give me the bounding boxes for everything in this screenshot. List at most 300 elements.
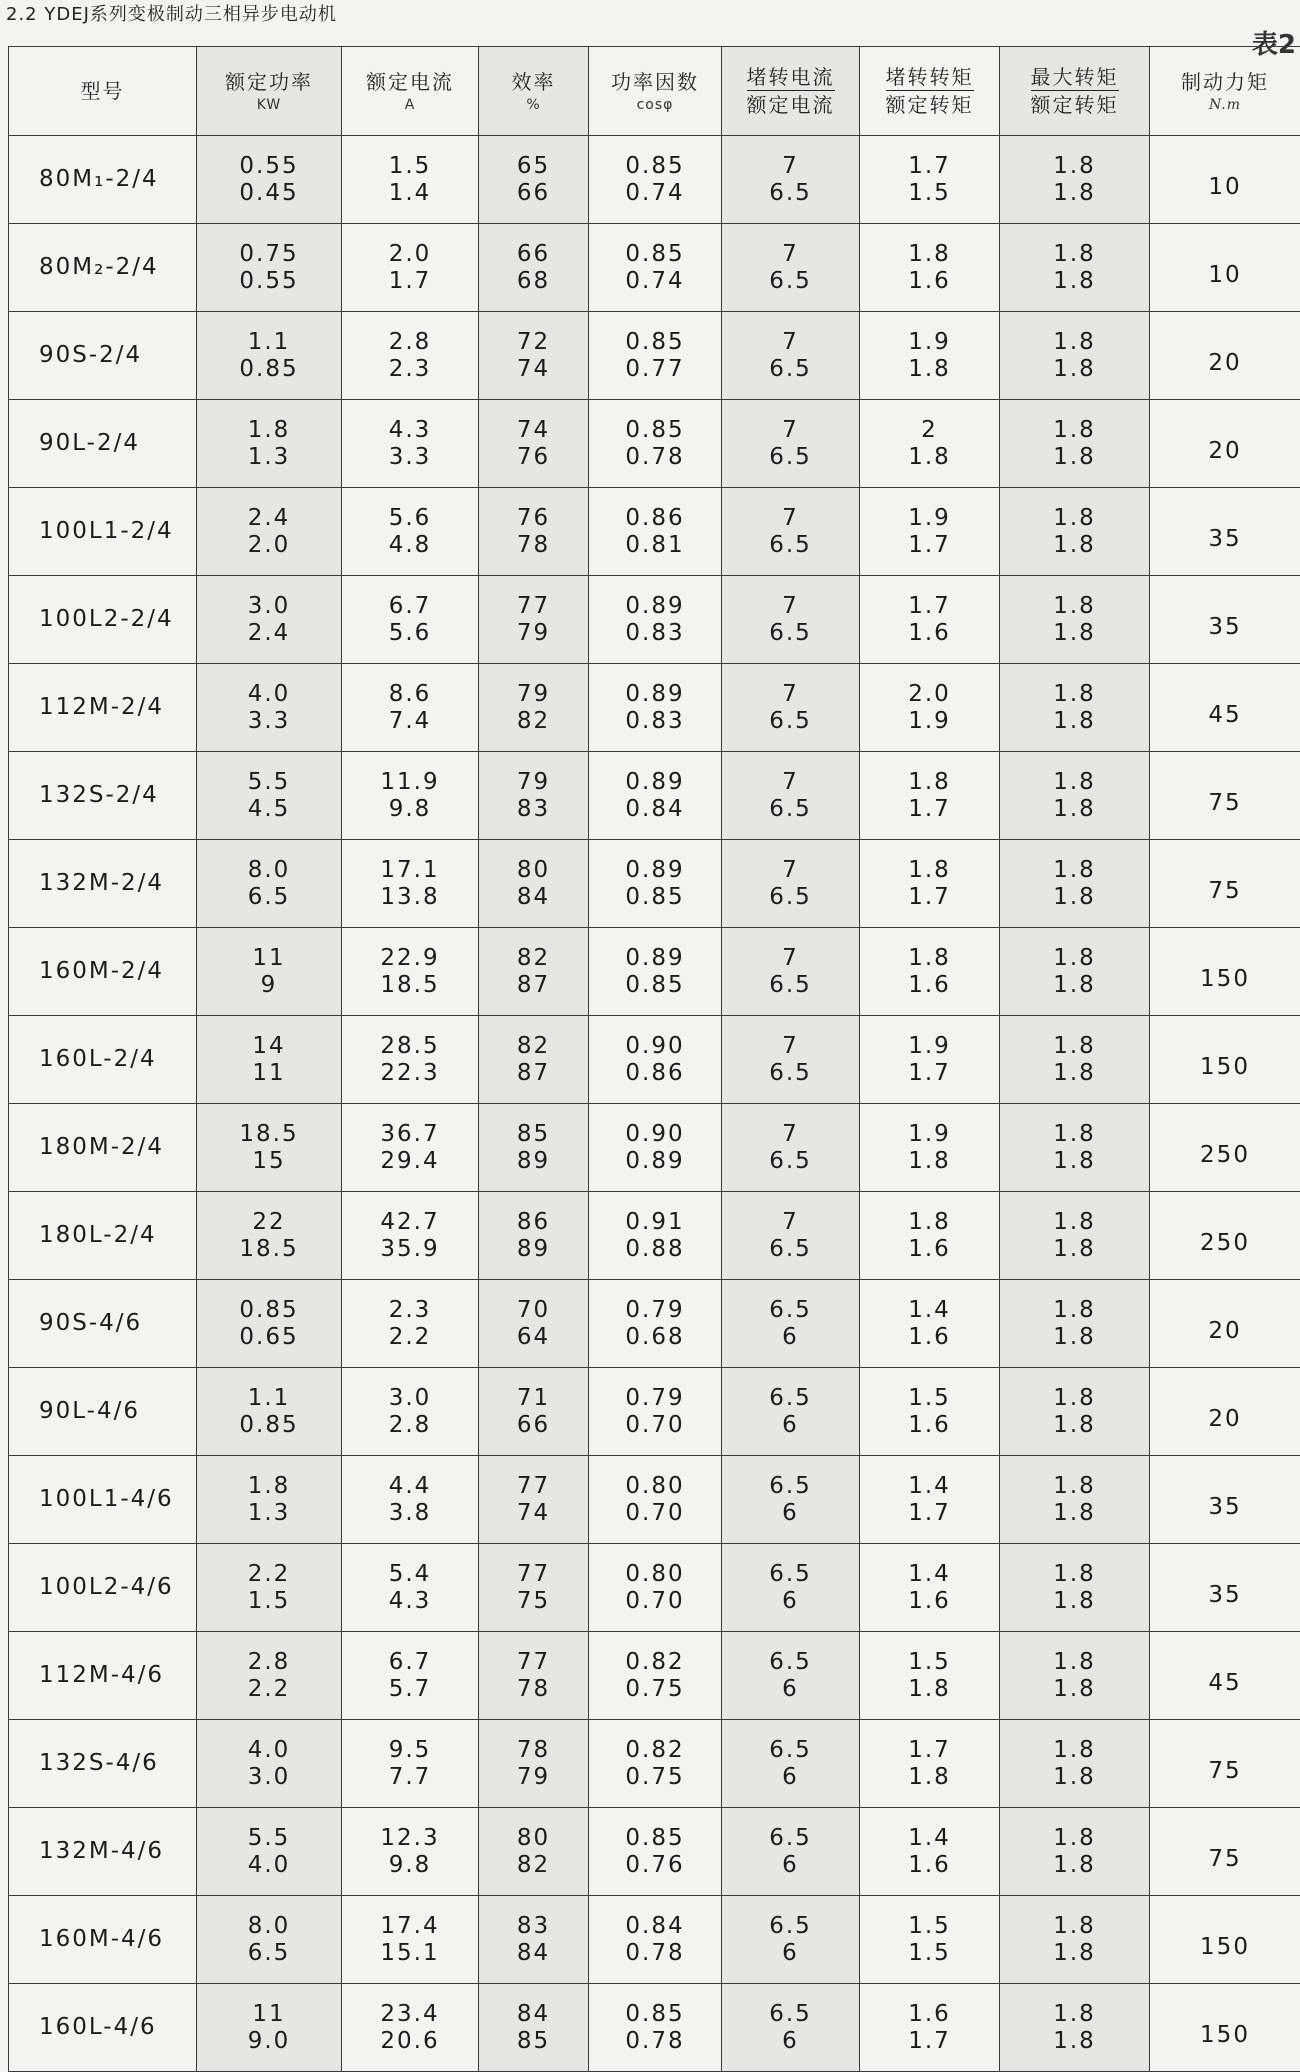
cell-current-low-speed: 2.8	[342, 1412, 478, 1439]
cell-efficiency	[479, 1544, 589, 1632]
cell-brake-torque: 75	[1150, 840, 1300, 928]
cell-locked-current-ratio-low-speed: 6	[722, 1676, 859, 1703]
cell-locked-current-ratio-low-speed: 6.5	[722, 620, 859, 647]
cell-power-factor-high-speed: 0.85	[589, 329, 721, 356]
cell-power-factor-low-speed: 0.75	[589, 1764, 721, 1791]
cell-current-high-speed: 8.6	[342, 681, 478, 708]
cell-locked-torque-ratio-high-speed: 1.7	[860, 593, 999, 620]
cell-efficiency	[479, 576, 589, 664]
cell-power-factor-high-speed: 0.80	[589, 1473, 721, 1500]
cell-model: 132M-2/4	[9, 840, 197, 928]
cell-locked-torque-ratio-low-speed: 1.8	[860, 1148, 999, 1175]
cell-locked-torque-ratio-high-speed: 1.9	[860, 505, 999, 532]
cell-current-high-speed: 2.0	[342, 241, 478, 268]
cell-efficiency-low-speed: 74	[479, 356, 588, 383]
cell-locked-current-ratio	[722, 1280, 860, 1368]
header-brake-torque: 制动力矩 N.m	[1150, 47, 1300, 136]
cell-power-factor	[589, 1720, 722, 1808]
cell-efficiency	[479, 664, 589, 752]
cell-max-torque-ratio-low-speed: 1.8	[1000, 796, 1149, 823]
cell-brake-torque: 75	[1150, 752, 1300, 840]
cell-power-low-speed: 4.0	[197, 1852, 341, 1879]
cell-power-factor-high-speed: 0.89	[589, 769, 721, 796]
table-row	[9, 1280, 1300, 1368]
cell-model: 160L-4/6	[9, 1984, 197, 2072]
cell-power-factor-high-speed: 0.85	[589, 417, 721, 444]
cell-locked-torque-ratio-high-speed: 1.4	[860, 1561, 999, 1588]
table-row	[9, 1192, 1300, 1280]
cell-current-low-speed: 5.6	[342, 620, 478, 647]
cell-current-low-speed: 18.5	[342, 972, 478, 999]
cell-current	[342, 1192, 479, 1280]
cell-power-factor-high-speed: 0.89	[589, 857, 721, 884]
cell-current-high-speed: 5.6	[342, 505, 478, 532]
cell-current-high-speed: 42.7	[342, 1209, 478, 1236]
cell-current-low-speed: 22.3	[342, 1060, 478, 1087]
cell-max-torque-ratio	[1000, 1280, 1150, 1368]
cell-current-high-speed: 2.3	[342, 1297, 478, 1324]
cell-power-high-speed: 0.55	[197, 153, 341, 180]
cell-power-factor-low-speed: 0.74	[589, 268, 721, 295]
cell-locked-current-ratio-low-speed: 6.5	[722, 884, 859, 911]
cell-power-factor	[589, 752, 722, 840]
cell-locked-current-ratio-low-speed: 6	[722, 1764, 859, 1791]
cell-max-torque-ratio-high-speed: 1.8	[1000, 1561, 1149, 1588]
table-header-row	[9, 47, 1300, 136]
header-max-torque-ratio: 最大转矩 额定转矩	[1000, 47, 1150, 136]
cell-max-torque-ratio-low-speed: 1.8	[1000, 1236, 1149, 1263]
cell-current-low-speed: 15.1	[342, 1940, 478, 1967]
cell-locked-current-ratio-high-speed: 7	[722, 329, 859, 356]
cell-efficiency-low-speed: 66	[479, 180, 588, 207]
cell-power-low-speed: 6.5	[197, 1940, 341, 1967]
cell-current	[342, 1984, 479, 2072]
table-row	[9, 1808, 1300, 1896]
cell-power-factor	[589, 840, 722, 928]
cell-power-low-speed: 11	[197, 1060, 341, 1087]
cell-model: 90S-2/4	[9, 312, 197, 400]
cell-power-factor	[589, 1984, 722, 2072]
cell-current	[342, 840, 479, 928]
cell-model: 100L1-2/4	[9, 488, 197, 576]
cell-current	[342, 752, 479, 840]
cell-power-factor	[589, 1368, 722, 1456]
cell-efficiency	[479, 840, 589, 928]
cell-max-torque-ratio-high-speed: 1.8	[1000, 1473, 1149, 1500]
cell-efficiency-low-speed: 82	[479, 708, 588, 735]
cell-locked-torque-ratio-high-speed: 1.5	[860, 1385, 999, 1412]
cell-power-factor-low-speed: 0.78	[589, 1940, 721, 1967]
cell-locked-torque-ratio-low-speed: 1.8	[860, 1764, 999, 1791]
cell-locked-current-ratio-high-speed: 7	[722, 153, 859, 180]
table-row	[9, 928, 1300, 1016]
cell-current	[342, 1632, 479, 1720]
table-row	[9, 1720, 1300, 1808]
cell-efficiency-high-speed: 77	[479, 1561, 588, 1588]
cell-current	[342, 1808, 479, 1896]
cell-max-torque-ratio	[1000, 840, 1150, 928]
cell-power-factor	[589, 136, 722, 224]
cell-locked-torque-ratio-low-speed: 1.6	[860, 1412, 999, 1439]
cell-max-torque-ratio	[1000, 312, 1150, 400]
cell-power	[197, 576, 342, 664]
cell-max-torque-ratio-high-speed: 1.8	[1000, 593, 1149, 620]
cell-brake-torque: 150	[1150, 1016, 1300, 1104]
cell-current-low-speed: 9.8	[342, 796, 478, 823]
cell-max-torque-ratio-high-speed: 1.8	[1000, 1649, 1149, 1676]
cell-locked-current-ratio	[722, 664, 860, 752]
table-row	[9, 664, 1300, 752]
cell-power-factor-high-speed: 0.85	[589, 153, 721, 180]
cell-efficiency-high-speed: 66	[479, 241, 588, 268]
cell-locked-current-ratio-high-speed: 7	[722, 241, 859, 268]
cell-max-torque-ratio-low-speed: 1.8	[1000, 1500, 1149, 1527]
cell-locked-current-ratio-high-speed: 7	[722, 769, 859, 796]
cell-current	[342, 576, 479, 664]
cell-locked-torque-ratio-low-speed: 1.7	[860, 884, 999, 911]
cell-power-low-speed: 18.5	[197, 1236, 341, 1263]
cell-current-high-speed: 6.7	[342, 1649, 478, 1676]
cell-locked-current-ratio	[722, 1192, 860, 1280]
cell-current	[342, 1280, 479, 1368]
cell-efficiency-high-speed: 86	[479, 1209, 588, 1236]
cell-locked-torque-ratio-high-speed: 1.9	[860, 329, 999, 356]
cell-locked-torque-ratio-high-speed: 1.4	[860, 1825, 999, 1852]
cell-efficiency-low-speed: 87	[479, 972, 588, 999]
cell-max-torque-ratio-high-speed: 1.8	[1000, 2001, 1149, 2028]
cell-power-factor-high-speed: 0.86	[589, 505, 721, 532]
cell-power-factor-low-speed: 0.77	[589, 356, 721, 383]
cell-efficiency-low-speed: 75	[479, 1588, 588, 1615]
cell-efficiency-low-speed: 89	[479, 1236, 588, 1263]
cell-power-factor-high-speed: 0.91	[589, 1209, 721, 1236]
cell-brake-torque: 250	[1150, 1192, 1300, 1280]
cell-efficiency	[479, 1896, 589, 1984]
cell-efficiency-high-speed: 84	[479, 2001, 588, 2028]
cell-brake-torque: 20	[1150, 400, 1300, 488]
cell-locked-torque-ratio	[860, 1368, 1000, 1456]
cell-current-high-speed: 4.4	[342, 1473, 478, 1500]
cell-efficiency	[479, 488, 589, 576]
cell-locked-current-ratio-low-speed: 6.5	[722, 356, 859, 383]
cell-brake-torque: 250	[1150, 1104, 1300, 1192]
cell-efficiency	[479, 136, 589, 224]
cell-locked-torque-ratio	[860, 1456, 1000, 1544]
cell-power-factor-high-speed: 0.82	[589, 1737, 721, 1764]
cell-power-factor-high-speed: 0.80	[589, 1561, 721, 1588]
cell-power-high-speed: 5.5	[197, 1825, 341, 1852]
cell-efficiency	[479, 1192, 589, 1280]
cell-max-torque-ratio-high-speed: 1.8	[1000, 1913, 1149, 1940]
cell-locked-current-ratio-low-speed: 6	[722, 1940, 859, 1967]
cell-power-factor-low-speed: 0.70	[589, 1500, 721, 1527]
cell-power	[197, 1544, 342, 1632]
cell-locked-current-ratio	[722, 576, 860, 664]
cell-power-factor-low-speed: 0.83	[589, 708, 721, 735]
cell-current-low-speed: 1.7	[342, 268, 478, 295]
cell-power	[197, 1456, 342, 1544]
cell-max-torque-ratio-high-speed: 1.8	[1000, 153, 1149, 180]
cell-max-torque-ratio-low-speed: 1.8	[1000, 180, 1149, 207]
cell-power-high-speed: 4.0	[197, 681, 341, 708]
cell-power-low-speed: 2.2	[197, 1676, 341, 1703]
cell-power-factor-high-speed: 0.89	[589, 945, 721, 972]
table-row	[9, 224, 1300, 312]
cell-model: 90L-4/6	[9, 1368, 197, 1456]
cell-power-factor-low-speed: 0.70	[589, 1412, 721, 1439]
cell-max-torque-ratio-high-speed: 1.8	[1000, 241, 1149, 268]
cell-locked-torque-ratio-low-speed: 1.6	[860, 1588, 999, 1615]
cell-max-torque-ratio-low-speed: 1.8	[1000, 2028, 1149, 2055]
cell-current	[342, 1544, 479, 1632]
cell-locked-current-ratio	[722, 752, 860, 840]
cell-current-high-speed: 2.8	[342, 329, 478, 356]
cell-model: 80M₁-2/4	[9, 136, 197, 224]
cell-power	[197, 488, 342, 576]
cell-brake-torque: 10	[1150, 224, 1300, 312]
cell-locked-torque-ratio	[860, 1280, 1000, 1368]
cell-locked-current-ratio	[722, 400, 860, 488]
cell-max-torque-ratio-low-speed: 1.8	[1000, 884, 1149, 911]
cell-current-high-speed: 23.4	[342, 2001, 478, 2028]
cell-locked-current-ratio-low-speed: 6.5	[722, 180, 859, 207]
cell-power-high-speed: 1.8	[197, 417, 341, 444]
cell-power	[197, 1632, 342, 1720]
table-row	[9, 840, 1300, 928]
cell-locked-current-ratio-low-speed: 6	[722, 1852, 859, 1879]
table-row	[9, 136, 1300, 224]
cell-current	[342, 1720, 479, 1808]
cell-current-low-speed: 13.8	[342, 884, 478, 911]
cell-max-torque-ratio	[1000, 488, 1150, 576]
cell-power	[197, 1984, 342, 2072]
cell-max-torque-ratio-low-speed: 1.8	[1000, 1676, 1149, 1703]
cell-max-torque-ratio	[1000, 752, 1150, 840]
cell-efficiency-high-speed: 77	[479, 593, 588, 620]
cell-efficiency-high-speed: 82	[479, 1033, 588, 1060]
header-power: 额定功率 KW	[197, 47, 342, 136]
cell-power-factor-low-speed: 0.88	[589, 1236, 721, 1263]
cell-max-torque-ratio	[1000, 1104, 1150, 1192]
cell-power	[197, 312, 342, 400]
cell-locked-torque-ratio-low-speed: 1.8	[860, 444, 999, 471]
cell-locked-current-ratio-high-speed: 6.5	[722, 1825, 859, 1852]
cell-power	[197, 1192, 342, 1280]
cell-current	[342, 1456, 479, 1544]
cell-power-factor-low-speed: 0.78	[589, 444, 721, 471]
cell-locked-current-ratio	[722, 1104, 860, 1192]
cell-max-torque-ratio-high-speed: 1.8	[1000, 417, 1149, 444]
cell-efficiency-high-speed: 74	[479, 417, 588, 444]
cell-brake-torque: 150	[1150, 928, 1300, 1016]
cell-power-factor-high-speed: 0.82	[589, 1649, 721, 1676]
cell-current-high-speed: 6.7	[342, 593, 478, 620]
cell-locked-torque-ratio-low-speed: 1.9	[860, 708, 999, 735]
cell-power-high-speed: 1.1	[197, 1385, 341, 1412]
cell-efficiency-low-speed: 78	[479, 1676, 588, 1703]
cell-locked-torque-ratio-low-speed: 1.6	[860, 1852, 999, 1879]
cell-power-low-speed: 15	[197, 1148, 341, 1175]
cell-current-low-speed: 2.3	[342, 356, 478, 383]
cell-efficiency-high-speed: 82	[479, 945, 588, 972]
cell-efficiency-low-speed: 68	[479, 268, 588, 295]
cell-locked-torque-ratio-low-speed: 1.6	[860, 268, 999, 295]
cell-current-high-speed: 22.9	[342, 945, 478, 972]
cell-efficiency	[479, 752, 589, 840]
cell-locked-current-ratio-high-speed: 7	[722, 681, 859, 708]
cell-model: 100L1-4/6	[9, 1456, 197, 1544]
cell-locked-current-ratio	[722, 1632, 860, 1720]
cell-max-torque-ratio-low-speed: 1.8	[1000, 620, 1149, 647]
cell-max-torque-ratio-high-speed: 1.8	[1000, 329, 1149, 356]
cell-current-low-speed: 9.8	[342, 1852, 478, 1879]
cell-model: 90S-4/6	[9, 1280, 197, 1368]
cell-current-high-speed: 9.5	[342, 1737, 478, 1764]
table-row	[9, 1016, 1300, 1104]
cell-power-high-speed: 3.0	[197, 593, 341, 620]
cell-efficiency-low-speed: 82	[479, 1852, 588, 1879]
cell-power	[197, 752, 342, 840]
cell-max-torque-ratio-low-speed: 1.8	[1000, 532, 1149, 559]
cell-locked-current-ratio	[722, 1544, 860, 1632]
cell-efficiency	[479, 224, 589, 312]
cell-current-high-speed: 17.4	[342, 1913, 478, 1940]
cell-locked-current-ratio-high-speed: 6.5	[722, 1473, 859, 1500]
cell-max-torque-ratio-low-speed: 1.8	[1000, 444, 1149, 471]
cell-max-torque-ratio	[1000, 1456, 1150, 1544]
cell-power-high-speed: 18.5	[197, 1121, 341, 1148]
cell-locked-current-ratio-low-speed: 6	[722, 1588, 859, 1615]
cell-locked-current-ratio-high-speed: 7	[722, 505, 859, 532]
cell-current-low-speed: 35.9	[342, 1236, 478, 1263]
cell-efficiency	[479, 1808, 589, 1896]
cell-power-factor-high-speed: 0.79	[589, 1297, 721, 1324]
cell-current-low-speed: 4.8	[342, 532, 478, 559]
cell-current-high-speed: 5.4	[342, 1561, 478, 1588]
cell-power	[197, 1104, 342, 1192]
cell-locked-torque-ratio	[860, 488, 1000, 576]
cell-locked-torque-ratio	[860, 1104, 1000, 1192]
header-locked-current-ratio: 堵转电流 额定电流	[722, 47, 860, 136]
table-row	[9, 1632, 1300, 1720]
cell-current-low-speed: 1.4	[342, 180, 478, 207]
cell-efficiency-low-speed: 66	[479, 1412, 588, 1439]
cell-power	[197, 1280, 342, 1368]
cell-power-factor	[589, 1104, 722, 1192]
cell-power-high-speed: 0.75	[197, 241, 341, 268]
cell-max-torque-ratio	[1000, 664, 1150, 752]
cell-locked-torque-ratio	[860, 1544, 1000, 1632]
cell-power-factor	[589, 1896, 722, 1984]
cell-max-torque-ratio	[1000, 136, 1150, 224]
cell-max-torque-ratio-high-speed: 1.8	[1000, 1825, 1149, 1852]
cell-brake-torque: 150	[1150, 1984, 1300, 2072]
cell-power-factor-low-speed: 0.68	[589, 1324, 721, 1351]
cell-model: 132S-4/6	[9, 1720, 197, 1808]
cell-efficiency-low-speed: 64	[479, 1324, 588, 1351]
cell-brake-torque: 35	[1150, 1544, 1300, 1632]
cell-current-low-speed: 4.3	[342, 1588, 478, 1615]
cell-efficiency-low-speed: 83	[479, 796, 588, 823]
cell-current-low-speed: 20.6	[342, 2028, 478, 2055]
cell-power-factor	[589, 576, 722, 664]
cell-locked-current-ratio-high-speed: 6.5	[722, 1561, 859, 1588]
cell-current-low-speed: 3.3	[342, 444, 478, 471]
cell-current	[342, 488, 479, 576]
cell-power-factor-low-speed: 0.86	[589, 1060, 721, 1087]
cell-power-factor-low-speed: 0.85	[589, 972, 721, 999]
cell-power-low-speed: 9	[197, 972, 341, 999]
cell-max-torque-ratio	[1000, 1984, 1150, 2072]
cell-current-low-speed: 5.7	[342, 1676, 478, 1703]
cell-locked-torque-ratio	[860, 400, 1000, 488]
cell-power	[197, 1720, 342, 1808]
cell-max-torque-ratio	[1000, 1368, 1150, 1456]
cell-power-factor-low-speed: 0.75	[589, 1676, 721, 1703]
cell-locked-current-ratio-high-speed: 6.5	[722, 1385, 859, 1412]
cell-power	[197, 1808, 342, 1896]
cell-power-low-speed: 0.85	[197, 356, 341, 383]
cell-max-torque-ratio-low-speed: 1.8	[1000, 972, 1149, 999]
cell-power-factor-low-speed: 0.89	[589, 1148, 721, 1175]
cell-locked-torque-ratio	[860, 1720, 1000, 1808]
cell-locked-torque-ratio-low-speed: 1.5	[860, 180, 999, 207]
cell-current-high-speed: 1.5	[342, 153, 478, 180]
cell-power-factor	[589, 1016, 722, 1104]
cell-locked-current-ratio-high-speed: 7	[722, 417, 859, 444]
cell-locked-torque-ratio-high-speed: 1.8	[860, 857, 999, 884]
cell-max-torque-ratio-low-speed: 1.8	[1000, 1412, 1149, 1439]
cell-locked-torque-ratio-high-speed: 1.7	[860, 153, 999, 180]
cell-max-torque-ratio-low-speed: 1.8	[1000, 268, 1149, 295]
cell-efficiency	[479, 928, 589, 1016]
cell-locked-torque-ratio-high-speed: 1.8	[860, 241, 999, 268]
cell-max-torque-ratio	[1000, 1720, 1150, 1808]
cell-current-high-speed: 28.5	[342, 1033, 478, 1060]
cell-power-factor	[589, 1632, 722, 1720]
cell-locked-current-ratio-low-speed: 6.5	[722, 532, 859, 559]
cell-power-factor-low-speed: 0.78	[589, 2028, 721, 2055]
cell-model: 80M₂-2/4	[9, 224, 197, 312]
cell-power	[197, 1016, 342, 1104]
cell-current	[342, 1104, 479, 1192]
cell-efficiency	[479, 1104, 589, 1192]
cell-power-factor-high-speed: 0.79	[589, 1385, 721, 1412]
cell-locked-torque-ratio	[860, 576, 1000, 664]
cell-locked-current-ratio-high-speed: 6.5	[722, 1737, 859, 1764]
cell-power-factor-high-speed: 0.85	[589, 2001, 721, 2028]
cell-current-low-speed: 7.4	[342, 708, 478, 735]
cell-efficiency-high-speed: 65	[479, 153, 588, 180]
cell-power-high-speed: 14	[197, 1033, 341, 1060]
cell-locked-torque-ratio	[860, 312, 1000, 400]
cell-efficiency-high-speed: 71	[479, 1385, 588, 1412]
cell-brake-torque: 35	[1150, 488, 1300, 576]
cell-power-high-speed: 2.4	[197, 505, 341, 532]
cell-max-torque-ratio-low-speed: 1.8	[1000, 1588, 1149, 1615]
cell-locked-current-ratio-low-speed: 6.5	[722, 1236, 859, 1263]
cell-efficiency-high-speed: 77	[479, 1649, 588, 1676]
cell-locked-torque-ratio	[860, 928, 1000, 1016]
cell-power-high-speed: 1.1	[197, 329, 341, 356]
cell-locked-current-ratio-high-speed: 7	[722, 593, 859, 620]
cell-max-torque-ratio	[1000, 1808, 1150, 1896]
cell-power-factor	[589, 400, 722, 488]
cell-locked-torque-ratio-high-speed: 2.0	[860, 681, 999, 708]
cell-current-high-speed: 12.3	[342, 1825, 478, 1852]
cell-locked-current-ratio	[722, 1720, 860, 1808]
cell-power-factor	[589, 664, 722, 752]
